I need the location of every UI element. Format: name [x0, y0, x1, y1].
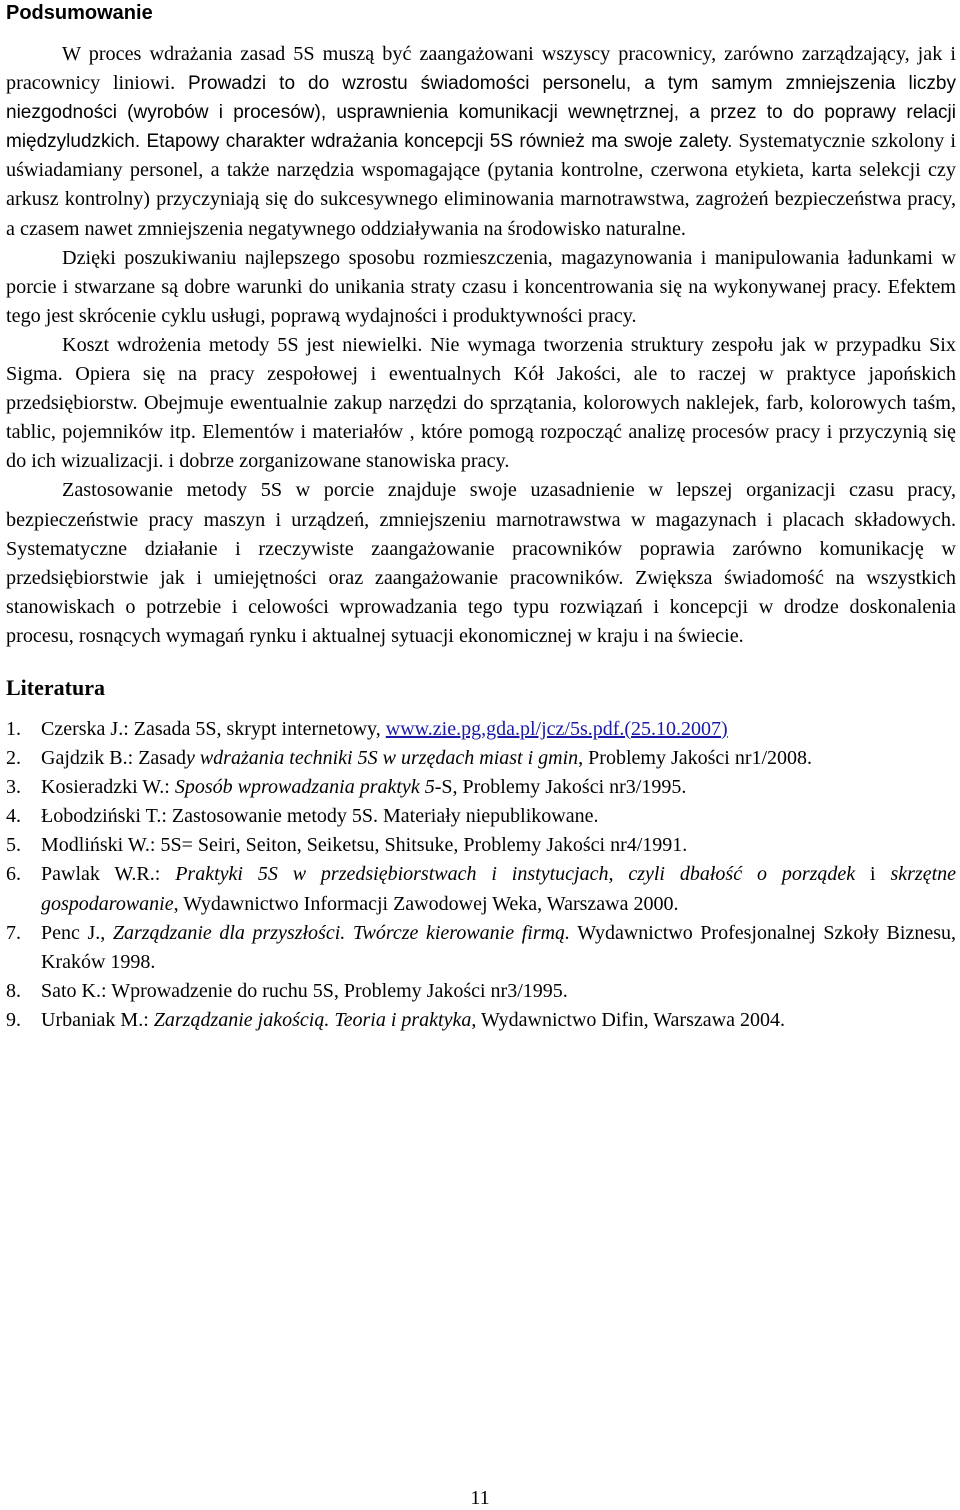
reference-item	[6, 919, 956, 977]
reference-number: 2.	[6, 747, 21, 770]
reference-text: , Wydawnictwo Difin, Warszawa 2004.	[471, 1008, 785, 1031]
reference-text: -S, Problemy Jakości nr3/1995.	[434, 776, 687, 799]
section-heading-summary: Podsumowanie	[6, 2, 153, 24]
reference-number: 5.	[6, 834, 21, 857]
reference-item	[6, 744, 956, 773]
reference-text: i	[855, 863, 891, 886]
reference-item	[6, 802, 956, 831]
reference-number: 1.	[6, 717, 21, 740]
reference-list	[6, 715, 956, 1035]
reference-link[interactable]: www.zie.pg,gda.pl/jcz/5s.pdf.(25.10.2007)	[385, 717, 728, 740]
reference-text: Kosieradzki W.:	[41, 776, 175, 799]
reference-text: , Problemy Jakości nr1/2008.	[578, 747, 813, 770]
section-heading-literature: Literatura	[6, 674, 105, 700]
reference-item	[6, 1006, 956, 1035]
paragraph-1-part-c: Systematycznie szkolony i uświadamiany personel, a także narzędzia wspomagające (pytania kontrolne, czerwona etykieta, karta selekcji czy arkusz kontrolny) przyczyniają się do sukcesywnego eliminowania marnotrawstwa, zagrożeń bezpieczeństwa pracy, a czasem nawet zmniejszenia negatywnego oddziaływania na środowisko naturalne.	[6, 130, 957, 240]
reference-title: skrzętne gospodarowanie	[41, 863, 957, 915]
reference-item	[6, 715, 956, 744]
paragraph-1-part-a: W proces wdrażania zasad 5S muszą być zaangażowani wszyscy pracownicy, zarówno zarządzający, jak i pracownicy liniowi.	[6, 43, 956, 95]
reference-text: Pawlak W.R.:	[41, 863, 176, 886]
paragraph-1-part-b: Prowadzi to do wzrostu świadomości personelu, a tym samym zmniejszenia liczby niezgodności (wyrobów i procesów), usprawnienia komunikacji wewnętrznej, a przez to do poprawy relacji międzyludzkich. Etapowy charakter wdrażania koncepcji 5S również ma swoje zalety.	[6, 73, 956, 153]
reference-title: Sposób wprowadzania praktyk 5	[174, 776, 435, 799]
reference-number: 4.	[6, 805, 21, 828]
paragraph-1	[6, 40, 956, 244]
reference-number: 9.	[6, 1008, 21, 1031]
reference-text: Penc J.,	[41, 921, 113, 944]
reference-title: Zarządzanie dla przyszłości. Twórcze kierowanie firmą.	[112, 921, 571, 944]
reference-title: Zarządzanie jakością. Teoria i praktyka	[153, 1008, 472, 1031]
reference-title: y wdrażania techniki 5S w urzędach miast i gmin	[185, 747, 579, 770]
reference-number: 8.	[6, 979, 21, 1002]
reference-item	[6, 860, 956, 918]
reference-text: Sato K.: Wprowadzenie do ruchu 5S, Problemy Jakości nr3/1995.	[41, 979, 568, 1002]
reference-item	[6, 773, 956, 802]
reference-number: 3.	[6, 776, 21, 799]
reference-text: Urbaniak M.:	[41, 1008, 154, 1031]
reference-text: Gajdzik B.: Zasad	[41, 747, 186, 770]
reference-text: Wydawnictwo Profesjonalnej Szkoły Biznesu, Kraków 1998.	[41, 921, 956, 973]
reference-item	[6, 977, 956, 1006]
reference-number: 7.	[6, 921, 21, 944]
reference-number: 6.	[6, 863, 21, 886]
reference-text: Łobodziński T.: Zastosowanie metody 5S. Materiały niepublikowane.	[41, 805, 599, 828]
paragraph-2: Dzięki poszukiwaniu najlepszego sposobu rozmieszczenia, magazynowania i manipulowania ładunkami w porcie i stwarzane są dobre warunki do unikania straty czasu i koncentrowania się na wykonywanej pracy. Efektem tego jest skrócenie cyklu usługi, poprawą wydajności i produktywności pracy.	[6, 246, 956, 327]
document-page	[6, 0, 956, 1035]
reference-text: Czerska J.: Zasada 5S, skrypt internetowy,	[41, 717, 386, 740]
reference-title: Praktyki 5S w przedsiębiorstwach i instytucjach, czyli dbałość o porządek	[175, 863, 856, 886]
paragraph-3: Koszt wdrożenia metody 5S jest niewielki. Nie wymaga tworzenia struktury zespołu jak w przypadku Six Sigma. Opiera się na pracy zespołowej i ewentualnych Kół Jakości, ale to raczej w praktyce japońskich przedsiębiorstw. Obejmuje ewentualnie zakup narzędzi do sprzątania, kolorowych naklejek, farb, kolorowych taśm, tablic, pojemników itp. Elementów i materiałów , które pomogą rozpocząć analizę procesów pracy i przyczynią się do ich wizualizacji. i dobrze zorganizowane stanowiska pracy.	[6, 333, 956, 473]
reference-item	[6, 831, 956, 860]
page-number: 11	[470, 1487, 490, 1509]
reference-text: , Wydawnictwo Informacji Zawodowej Weka, Warszawa 2000.	[173, 892, 679, 915]
reference-text: Modliński W.: 5S= Seiri, Seiton, Seiketsu, Shitsuke, Problemy Jakości nr4/1991.	[41, 834, 688, 857]
paragraph-4: Zastosowanie metody 5S w porcie znajduje swoje uzasadnienie w lepszej organizacji czasu pracy, bezpieczeństwie pracy maszyn i urządzeń, zmniejszeniu marnotrawstwa w magazynach i placach składowych. Systematyczne działanie i rzeczywiste zaangażowanie pracowników poprawia zarówno komunikację w przedsiębiorstwie jak i umiejętności oraz zaangażowanie pracowników. Zwiększa świadomość na wszystkich stanowiskach o potrzebie i celowości wprowadzania tego typu rozwiązań i koncepcji w drodze doskonalenia procesu, rosnących wymagań rynku i aktualnej sytuacji ekonomicznej w kraju i na świecie.	[6, 479, 956, 647]
